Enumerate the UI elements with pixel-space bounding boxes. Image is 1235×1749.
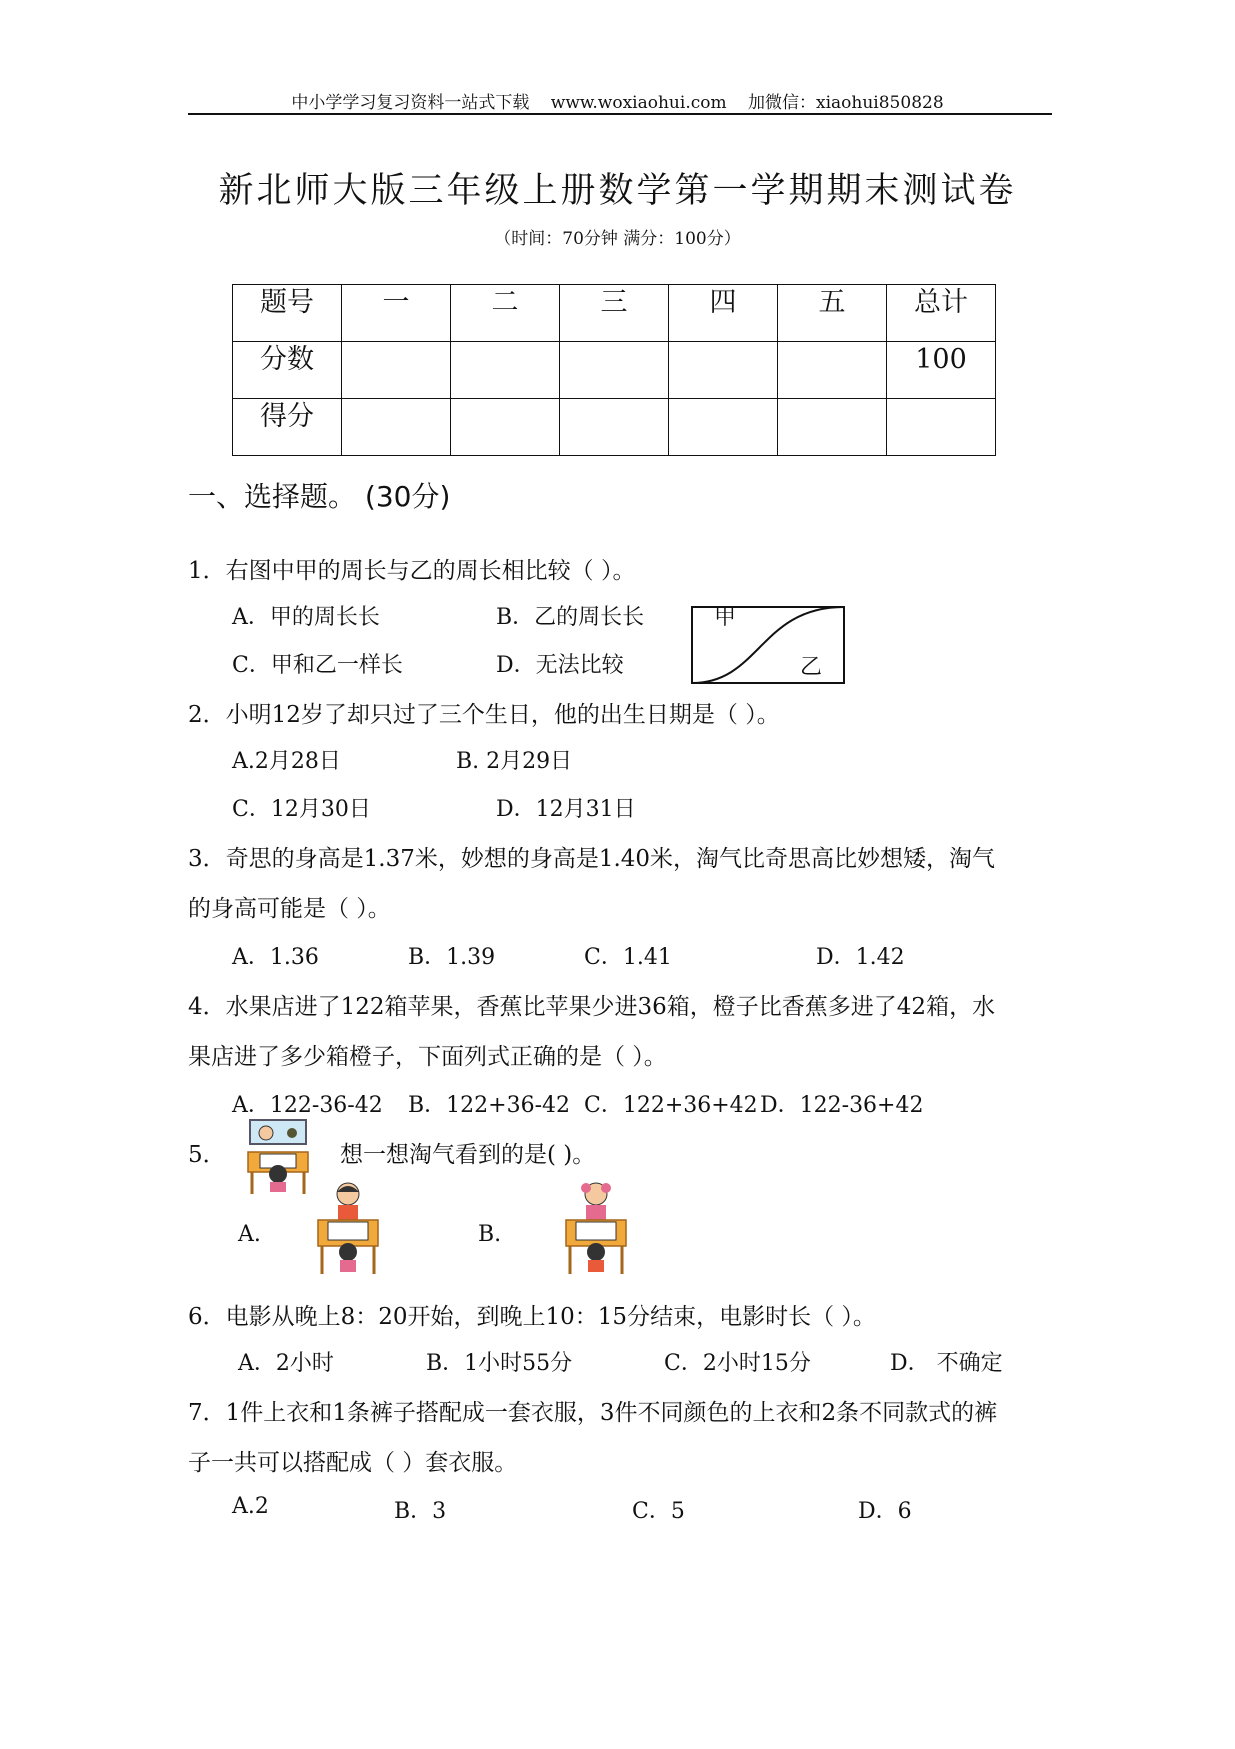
option[interactable]: A. <box>238 1222 261 1247</box>
row-label: 题号 <box>233 285 342 342</box>
option[interactable]: D．1.42 <box>816 945 905 970</box>
page-header <box>0 88 1235 113</box>
question-6: 6．电影从晚上8：20开始，到晚上10：15分结束，电影时长（ ）。 <box>188 1304 876 1330</box>
option[interactable]: C．甲和乙一样长 <box>232 653 403 678</box>
score-cell <box>778 342 887 399</box>
header-site: 中小学学习复习资料一站式下载 <box>291 93 530 113</box>
option[interactable]: B. <box>478 1222 502 1247</box>
column-header: 五 <box>778 285 887 342</box>
question-3: 3．奇思的身高是1.37米，妙想的身高是1.40米，淘气比奇思高比妙想矮，淘气 <box>188 846 996 872</box>
option[interactable]: D．无法比较 <box>496 653 624 678</box>
option-b-scene-icon[interactable] <box>564 1180 628 1276</box>
earned-cell[interactable] <box>451 399 560 456</box>
option[interactable]: D．6 <box>858 1499 912 1524</box>
figure-label-yi: 乙 <box>800 655 823 680</box>
header-divider <box>188 113 1052 115</box>
page-title: 新北师大版三年级上册数学第一学期期末测试卷 <box>218 171 1017 211</box>
score-table <box>232 284 996 456</box>
question-5: 想一想淘气看到的是( )。 <box>340 1142 596 1168</box>
earned-cell[interactable] <box>560 399 669 456</box>
exam-info: （时间：70分钟 满分：100分） <box>494 229 741 249</box>
column-header: 三 <box>560 285 669 342</box>
option[interactable]: B．122+36-42 <box>408 1093 571 1118</box>
total-score-cell: 100 <box>887 342 996 399</box>
score-cell <box>669 342 778 399</box>
header-wechat: 加微信：xiaohui850828 <box>748 93 944 113</box>
option[interactable]: C．122+36+42 <box>584 1093 758 1118</box>
option[interactable]: B．乙的周长长 <box>496 605 645 630</box>
figure-label-jia: 甲 <box>714 605 737 630</box>
option[interactable]: A．122-36-42 <box>232 1093 383 1118</box>
column-header: 一 <box>342 285 451 342</box>
option[interactable]: D． 不确定 <box>890 1351 1003 1376</box>
option[interactable]: A．2小时 <box>238 1351 334 1376</box>
question-7: 7．1件上衣和1条裤子搭配成一套衣服，3件不同颜色的上衣和2条不同款式的裤 <box>188 1400 998 1426</box>
header-url[interactable]: www.woxiaohui.com <box>550 93 727 113</box>
question-5-number: 5． <box>188 1142 226 1168</box>
table-row <box>233 342 996 399</box>
option[interactable]: C．2小时15分 <box>664 1351 811 1376</box>
row-label: 分数 <box>233 342 342 399</box>
option[interactable]: A．1.36 <box>232 945 319 970</box>
option[interactable]: C．1.41 <box>584 945 672 970</box>
question-3-cont: 的身高可能是（ ）。 <box>188 896 391 922</box>
question-4: 4．水果店进了122箱苹果，香蕉比苹果少进36箱，橙子比香蕉多进了42箱，水 <box>188 994 996 1020</box>
row-label: 得分 <box>233 399 342 456</box>
question-1: 1．右图中甲的周长与乙的周长相比较（ ）。 <box>188 558 636 584</box>
table-row <box>233 399 996 456</box>
option[interactable]: A．甲的周长长 <box>232 605 380 630</box>
question-2: 2．小明12岁了却只过了三个生日，他的出生日期是（ ）。 <box>188 702 780 728</box>
earned-cell[interactable] <box>669 399 778 456</box>
question-7-cont: 子一共可以搭配成（ ）套衣服。 <box>188 1450 518 1476</box>
option[interactable]: B．1小时55分 <box>426 1351 573 1376</box>
option[interactable]: D．122-36+42 <box>760 1093 924 1118</box>
option-a-scene-icon[interactable] <box>316 1180 380 1276</box>
option[interactable]: C．5 <box>632 1499 685 1524</box>
option[interactable]: B．1.39 <box>408 945 496 970</box>
option[interactable]: A.2 <box>232 1494 269 1519</box>
score-cell <box>451 342 560 399</box>
table-row <box>233 285 996 342</box>
option[interactable]: B. 2月29日 <box>456 749 573 774</box>
option[interactable]: D．12月31日 <box>496 797 636 822</box>
earned-cell[interactable] <box>778 399 887 456</box>
option[interactable]: C．12月30日 <box>232 797 371 822</box>
question-4-cont: 果店进了多少箱橙子，下面列式正确的是（ ）。 <box>188 1044 667 1070</box>
option[interactable]: B．3 <box>394 1499 447 1524</box>
score-cell <box>560 342 669 399</box>
column-header: 四 <box>669 285 778 342</box>
section-heading: 一、选择题。 (30分) <box>188 480 451 513</box>
column-header: 二 <box>451 285 560 342</box>
option[interactable]: A.2月28日 <box>232 749 341 774</box>
board-game-scene-icon <box>246 1118 310 1196</box>
column-header: 总计 <box>887 285 996 342</box>
earned-cell[interactable] <box>342 399 451 456</box>
earned-cell[interactable] <box>887 399 996 456</box>
score-cell <box>342 342 451 399</box>
